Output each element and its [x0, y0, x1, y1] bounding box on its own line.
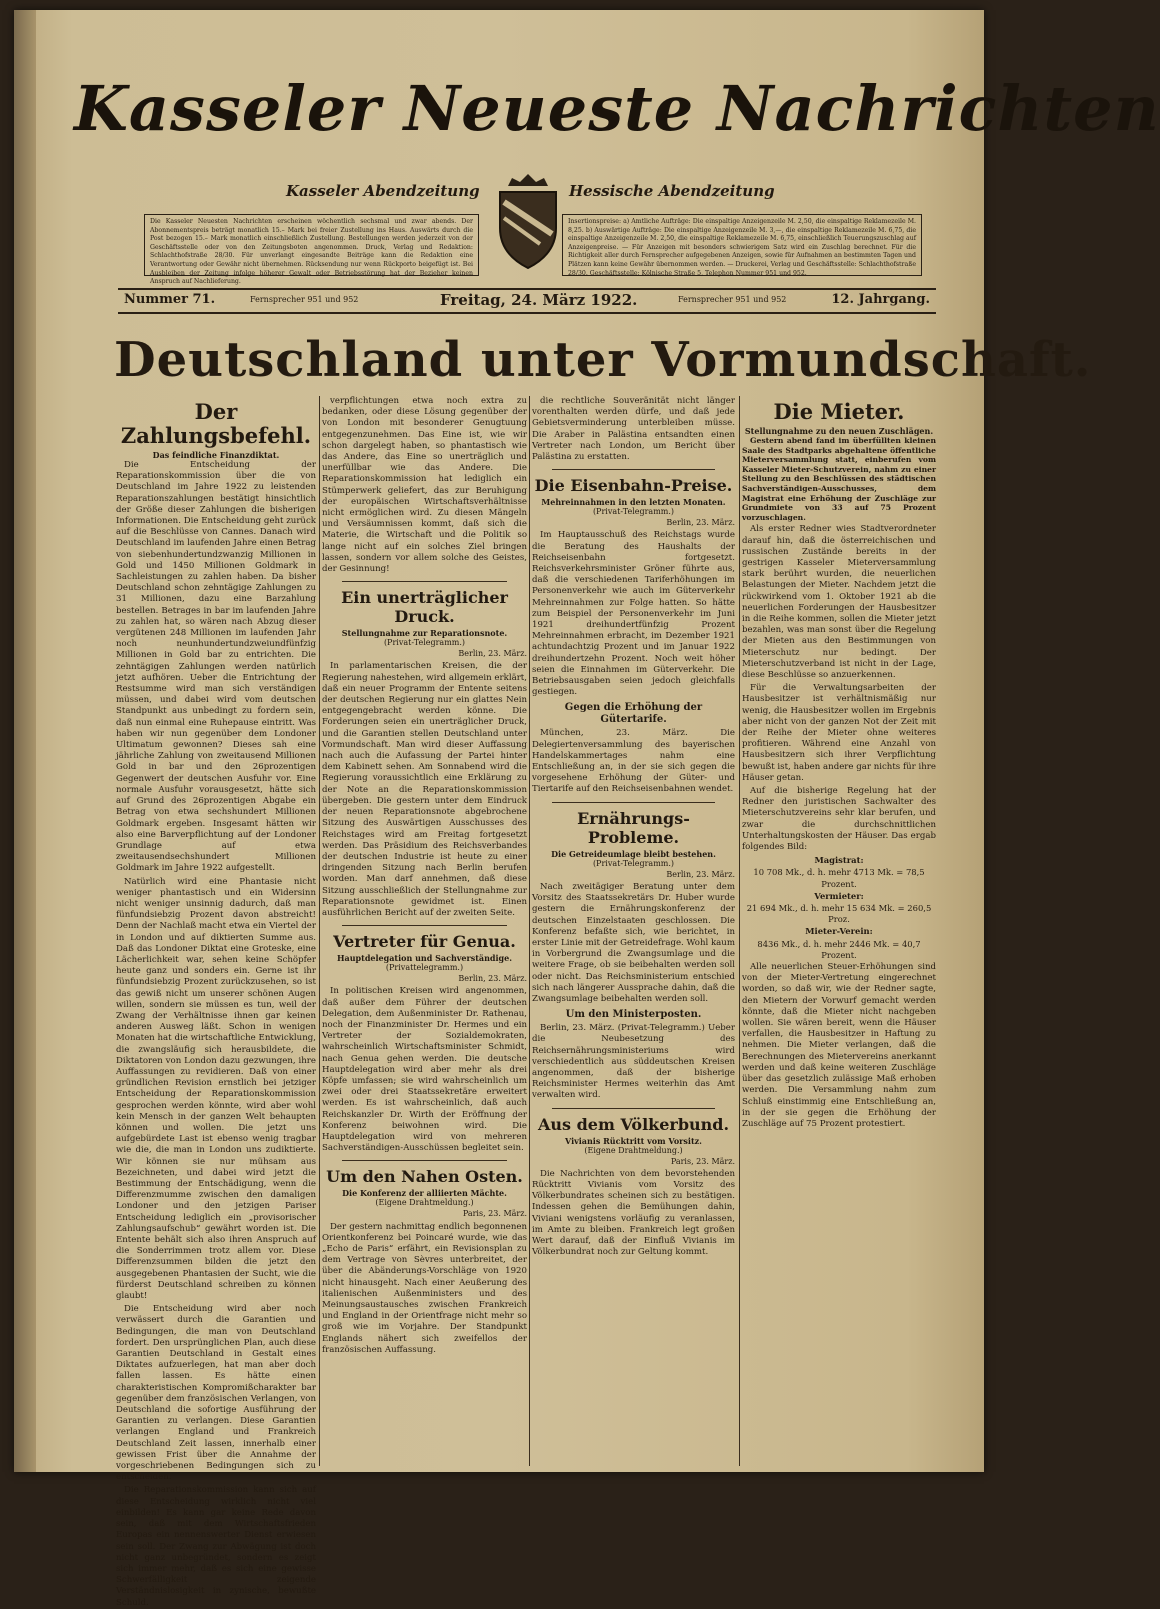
article-paragraph: Die Entscheidung der Reparationskommission über die von Deutschland im Jahre 1922 zu leistenden Reparationszahlungen bestätigt hinsichtlich der Größe dieser Zahlungen die bisherigen Informationen. Die Entscheidung geht zurück auf die Beschlüsse von Cannes. Danach wird Deutschland im laufenden Jahre einen Betrag von siebenhundertundzwanzig Millionen in Gold und 1450 Millionen Goldmark in Sachleistungen zu zahlen haben. Da bisher Deutschland schon zehntägige Zahlungen zu 31 Millionen, dazu eine Barzahlung bestellen. Betrages in bar im laufenden Jahre zu zahlen hat, so wären nach Abzug dieser vergütenen 248 Millionen im laufenden Jahr noch neunhundertundzweiundfünfzig Millionen in Gold bar zu entrichten. Die zehntägigen Zahlungen werden natürlich jetzt aufhören. Ueber die Entrichtung der Restsumme wird man sich verständigen müssen, und dabei wird vom deutschen Standpunkt aus unbedingt zu fordern sein, daß nun einmal eine Ruhepause eintritt. Was haben wir nun gegenüber dem Londoner Ultimatum gewonnen? Dieses sah eine jährliche Zahlung von zweitausend Millionen Gold in bar und den 26prozentigen Gegenwert der deutschen Ausfuhr vor. Eine normale Ausfuhr vorausgesetzt, hätte sich auf Grund des 26prozentigen Abgabe ein Betrag von etwa sechshundert Millionen Goldmark ergeben. Insgesamt hätten wir also eine Barverpflichtung auf der Londoner Grundlage auf etwa zweitausendsechshundert Millionen Goldmark im Jahre 1922 aufgestellt. — [116, 460, 316, 874]
article-dateline: Berlin, 23. März. — [458, 649, 527, 659]
article-subtitle: Stellungnahme zu den neuen Zuschlägen. — [744, 426, 934, 436]
article-paragraph: Nach zweitägiger Beratung unter dem Vorsitz des Staatssekretärs Dr. Huber wurde gestern die Ernährungskonferenz der deutschen Einzelstaaten geschlossen. Die Konferenz befaßte sich, wie berichtet, in erster Linie mit der Getreidefrage. Wohl kaum in Vorbergrund die Zwangsumlage und die weitere Frage, ob sie beibehalten werden soll oder nicht. Das Reichsministerium entschied sich nach längerer Aussprache dahin, daß die Zwangsumlage beibehalten werden soll. — [532, 881, 735, 1004]
article-paragraph: Die Reparationskommission kann sich auf diese Entscheidung wirklich nicht viel einbilden! Es kann gar keine Rede davon sein, daß mit dem Wirtschaftsfrieden Europas ein nennenswerter Dienst erwiesen sein soll. Der Zwang zur Abwägung ist doch nicht ganz unbegründet, sondern es zeigt sich immer mehr, daß es sich eine gewisse Schwerfälligkeit zeigende Verständnislosigkeit in zynische, bewußte Schuld. — [116, 1485, 316, 1608]
article-title: Der Zahlungsbefehl. — [120, 399, 312, 448]
main-headline: Deutschland unter Vormundschaft. — [114, 332, 1092, 388]
article-paragraph: Auf die bisherige Regelung hat der Redner den juristischen Sachwalter des Mieterschutzvereins sehr klar berufen, und zwar die durchschnittlichen Unterhaltungskosten der Häuser. Das ergab folgendes Bild: — [742, 786, 936, 853]
column-divider — [739, 396, 740, 1466]
article-dateline: Berlin, 23. März. — [666, 518, 735, 528]
section-divider — [552, 802, 715, 803]
masthead-subtitle-left: Kasseler Abendzeitung — [286, 182, 480, 200]
advertising-info-box: Insertionspreise: a) Amtliche Aufträge: Die einspaltige Anzeigenzeile M. 2,50, die einspaltige Reklamezeile M. 8,25. b) Auswärtige Aufträge: Die einspaltige Anzeigenzeile M. 3,—, die einspaltige Reklamezeile M. 6,75, die einspaltige Anzeigenzeile M. 2,50, die einspaltige Reklamezeile M. 6,75, einschließlich Teuerungszuschlag auf Anzeigenpreise. — Für Anzeigen mit besonders schwierigem Satz wird ein Zuschlag berechnet. Für die Richtigkeit aller durch Fernsprecher aufgegebenen Anzeigen, sowie für Aufnahmen an bestimmten Tagen und Plätzen kann keine Gewähr übernommen werden. — Druckerei, Verlag und Geschäftsstelle: Schlachthofstraße 28/30. Geschäftsstelle: Kölnische Straße 5, Telephon Nummer 951 und 952. — [562, 214, 922, 276]
column-3 — [532, 396, 735, 1456]
article-paragraph: Berlin, 23. März. (Privat-Telegramm.) Ueber die Neubesetzung des Reichsernährungsministeriums wird verschiedentlich aus süddeutschen Kreisen angenommen, daß der bisherige Reichsminister Hermes weiterhin das Amt verwalten wird. — [532, 1023, 735, 1101]
article-paragraph: In parlamentarischen Kreisen, die der Regierung nahestehen, wird allgemein erklärt, daß ein neuer Programm der Entente seitens der deutschen Regierung nur ein glattes Nein entgegengebracht werden könne. Die Forderungen seien ein unerträglicher Druck, und die Garantien stellen Deutschland unter Vormundschaft. Man wird dieser Auffassung nach auch die Aufassung der Partei hinter dem Kabinett sehen. Am Sonnabend wird die Regierung voraussichtlich eine Erklärung zu der Note an die Reparationskommission übergeben. Die gestern unter dem Eindruck der neuen Reparationsnote abgebrochene Sitzung des Auswärtigen Ausschusses des Reichstages wird am Freitag fortgesetzt werden. Das Präsidium des Reichsverbandes der deutschen Industrie ist heute zu einer dringenden Sitzung nach Berlin berufen worden. Man darf annehmen, daß diese Sitzung ausschließlich der Stellungnahme zur Reparationsnote gewidmet ist. Einen ausführlichen Bericht auf der zweiten Seite. — [322, 661, 527, 918]
article-dateline: Berlin, 23. März. — [666, 869, 735, 879]
article-paragraph: Natürlich wird eine Phantasie nicht weniger phantastisch und ein Widersinn nicht weniger unsinnig dadurch, daß man fünfundsiebzig Prozent davon abstreicht! Denn der Nachlaß macht etwa ein Viertel der in London und auf diktierten Summe aus. Daß das Londoner Diktat eine Groteske, eine Lächerlichkeit war, sehen keine Schöpfer heute ganz und sonders ein. Gerne ist ihr fünfundsiebzig Prozent zurückzusehen, so ist das gewiß nicht um unserer schönen Augen willen, sondern sie müssen es tun, weil der Zwang der Verhältnisse ihnen gar keinen anderen Ausweg läßt. Schon in wenigen Monaten hat die wirtschaftliche Entwicklung, die zwangsläufig sich herausbildete, die Diktatoren von London dazu gezwungen, ihre Auffassungen zu revidieren. Daß von einer gründlichen Revision ernstlich bei jetziger Entscheidung der Reparationskommission gesprochen werden könnte, wird aber wohl kein Mensch in der ganzen Welt behaupten können und wollen. Die jetzt uns aufgebürdete Last ist ebenso wenig tragbar wie die, die man in London uns zudiktierte. Wir können sie nur mühsam aus Bezeichneten, und dabei wird jetzt die Bestimmung der Entschädigung, wenn die Differenzmumme zwischen den damaligen Londoner und den jetzigen Pariser Entscheidung lediglich ein „provisorischer Zahlungsaufschub“ gewährt worden ist. Die Entente behält sich also ihren Anspruch auf die Sonderrimmen trotz allem vor. Diese Differenzsummen bilden die jetzt den ausgegebenen Phantasien der Sucht, wie die fürderst Deutschland schreiben zu können glaubt! — [116, 876, 316, 1302]
newspaper-page — [14, 10, 1160, 1608]
volume-year: 12. Jahrgang. — [831, 292, 930, 307]
article-paragraph: Die Nachrichten von dem bevorstehenden Rücktritt Vivianis vom Vorsitz des Völkerbundrates scheinen sich zu bestätigen. Indessen gehen die Bemühungen dahin, Viviani wenigstens vorläufig zu veranlassen, im Amte zu bleiben. Frankreich legt großen Wert darauf, daß der Einfluß Vivianis im Völkerbundrat noch zur Geltung kommt. — [532, 1168, 735, 1258]
article-source: (Eigene Drahtmeldung.) — [584, 1145, 683, 1155]
article-paragraph: Als erster Redner wies Stadtverordneter darauf hin, daß die österreichischen und russischen Zustände bereits in der gestrigen Kasseler Mieterversammlung stark berührt wurden, die neuerlichen Belastungen der Mieter. Nachdem jetzt die rückwirkend vom 1. Oktober 1921 ab die neuerlichen Forderungen der Hausbesitzer in die Reihe kommen, sollen die Mieter jetzt bezahlen, was man sonst über die Regelung der Mieten aus den Bestimmungen von Mieterschutz nur bedingt. Der Mieterschutzverband ist nicht in der Lage, diese Beschlüsse so anzuerkennen. — [742, 524, 936, 680]
figure-label: Magistrat: — [814, 855, 864, 866]
article-dateline: Berlin, 23. März. — [458, 974, 527, 984]
article-subtitle: Hauptdelegation und Sachverständige. — [336, 953, 513, 964]
column-2 — [322, 396, 527, 1456]
article-title: Die Eisenbahn-Preise. — [534, 476, 733, 496]
phone-left: Fernsprecher 951 und 952 — [250, 295, 359, 304]
article-subtitle: Die Getreideumlage bleibt bestehen. — [551, 848, 716, 859]
article-subtitle: Mehreinnahmen in den letzten Monaten. — [541, 497, 726, 508]
column-4 — [742, 396, 936, 1456]
article-subtitle: Vivianis Rücktritt vom Vorsitz. — [565, 1135, 702, 1146]
section-divider — [342, 925, 507, 926]
article-title: Die Mieter. — [773, 399, 905, 424]
article-paragraph: Im Hauptausschuß des Reichstags wurde die Beratung des Haushalts der Reichseisenbahn fortgesetzt. Reichsverkehrsminister Gröner führte aus, daß die verschiedenen Tariferhöhungen im Personenverkehr wie auch im Güterverkehr Mehreinnahmen zur Folge hatten. So hätte zum Beispiel der Personenverkehr im Juni 1921 dreihundertfünfzig Prozent Mehreinnahmen erbracht, im Dezember 1921 achtundachtzig Prozent und im Januar 1922 dreihundertzehn Prozent. Noch weit höher seien die Einnahmen im Güterverkehr. Die Betriebsausgaben seien jedoch gleichfalls gestiegen. — [532, 530, 735, 698]
article-subtitle: Stellungnahme zur Reparationsnote. — [341, 628, 508, 639]
column-divider — [319, 396, 320, 1466]
figure-label: Vermieter: — [814, 890, 864, 901]
dateline-bar — [118, 288, 936, 314]
article-lead: Gestern abend fand im überfüllten kleinen Saale des Stadtparks abgehaltene öffentliche Mieterversammlung statt, einberufen vom Kasseler Mieter-Schutzverein, nahm zu einer Stellung zu den Beschlüssen des städtischen Sachverständigen-Ausschusses, dem Magistrat eine Erhöhung der Zuschläge zur Grundmiete von 33 auf 75 Prozent vorzuschlagen. — [742, 436, 936, 522]
article-title: Ernährungs-Probleme. — [577, 808, 690, 847]
page-spine — [14, 10, 36, 1472]
issue-number: Nummer 71. — [124, 292, 216, 307]
coat-of-arms-icon — [492, 172, 564, 272]
article-dateline: Paris, 23. März. — [462, 1209, 527, 1219]
article-subtitle: Die Konferenz der alliierten Mächte. — [342, 1188, 507, 1199]
figure-label: Mieter-Verein: — [805, 926, 873, 937]
article-title: Aus dem Völkerbund. — [537, 1114, 730, 1134]
article-title: Vertreter für Genua. — [333, 932, 516, 952]
article-subtitle: Das feindliche Finanzdiktat. — [152, 450, 280, 460]
article-source: (Privat-Telegramm.) — [383, 638, 466, 648]
article-source: (Privat-Telegramm.) — [592, 858, 675, 868]
section-divider — [552, 469, 715, 470]
section-divider — [552, 1108, 715, 1109]
figure-value: 21 694 Mk., d. h. mehr 15 634 Mk. = 260,5 Proz. — [746, 903, 932, 925]
figure-value: 10 708 Mk., d. h. mehr 4713 Mk. = 78,5 Prozent. — [753, 867, 925, 889]
phone-right: Fernsprecher 951 und 952 — [678, 295, 787, 304]
article-paragraph: Für die Verwaltungsarbeiten der Hausbesitzer ist verhältnismäßig nur wenig, die Hausbesitzer wollen im Ergebnis aber nicht von der ganzen Not der Zeit mit der Reihe der Mieter ohne weiteres profitieren. Während eine Anzahl von Hausbesitzern sich ihrer Verpflichtung bewußt ist, haben andere gar nichts für ihre Häuser getan. — [742, 683, 936, 783]
column-divider — [529, 396, 530, 1466]
article-dateline: Paris, 23. März. — [670, 1156, 735, 1166]
article-title: Um den Ministerposten. — [565, 1009, 702, 1021]
article-paragraph: In politischen Kreisen wird angenommen, daß außer dem Führer der deutschen Delegation, dem Außenminister Dr. Rathenau, noch der Finanzminister Dr. Hermes und ein Vertreter der Sozialdemokraten, wahrscheinlich Wirtschaftsminister Schmidt, nach Genua gehen werden. Die deutsche Hauptdelegation wird aber mehr als drei Köpfe umfassen; sie wird wahrscheinlich um zwei oder drei Staatssekretäre erweitert werden. Es ist wahrscheinlich, daß auch Reichskanzler Dr. Wirth der Eröffnung der Konferenz beiwohnen wird. Die Hauptdelegation wird von mehreren Sachverständigen-Ausschüssen begleitet sein. — [322, 986, 527, 1154]
article-source: (Privat-Telegramm.) — [592, 507, 675, 517]
article-paragraph: Die Entscheidung wird aber noch verwässert durch die Garantien und Bedingungen, die man von Deutschland fordert. Den ursprünglichen Plan, auch diese Garantien Deutschland in Gestalt eines Diktates aufzuerlegen, hat man aber doch fallen lassen. Es hätte einen charakteristischen Kompromißcharakter bar gegenüber dem französischen Verlangen, von Deutschland die sofortige Ausführung der Garantien zu verlangen. Diese Garantien verlangen England und Frankreich Deutschland Zeit lassen, innerhalb einer gewissen Frist über die Annahme der vorgeschriebenen Bedingungen sich zu entscheiden. — [116, 1304, 316, 1483]
article-title: Um den Nahen Osten. — [326, 1167, 523, 1187]
issue-date: Freitag, 24. März 1922. — [440, 291, 638, 309]
article-paragraph: verpflichtungen etwa noch extra zu bedanken, oder diese Lösung gegenüber der von London mit besonderer Genugtuung entgegenzunehmen. Das Eine ist, wie wir schon dargelegt haben, so phantastisch wie das Andere, das Eine so unerträglich und unerfüllbar wie das Andere. Die Reparationskommission hat lediglich ein Stümperwerk geliefert, das zur Beruhigung der europäischen Wirtschaftsverhältnisse nicht ermöglichen wird. Zu diesen Mängeln und Versäumnissen kommt, daß sich die Materie, die Wirtschaft und die Politik so lange nicht auf ein solches Ziel bringen lassen, sondern vor allem solche des Geistes, der Gesinnung! — [322, 396, 527, 575]
article-title: Gegen die Erhöhung der Gütertarife. — [564, 702, 703, 726]
masthead-title: Kasseler Neueste Nachrichten — [74, 72, 1160, 145]
article-source: (Eigene Drahtmeldung.) — [375, 1198, 474, 1208]
section-divider — [342, 1160, 507, 1161]
article-paragraph: Der gestern nachmittag endlich begonnenen Orientkonferenz bei Poincaré wurde, wie das „Echo de Paris“ erfährt, ein Revisionsplan zu dem Vertrage von Sèvres unterbreitet, der über die Abänderungs-Vorschläge von 1920 nicht hinausgeht. Nach einer Aeußerung des italienischen Außenministers und des Meinungsaustausches zwischen Frankreich und England in der Orientfrage nicht mehr so groß wie im Vorjahre. Der Standpunkt Englands nähert sich zweifellos der französischen Auffassung. — [322, 1221, 527, 1355]
article-paragraph: Alle neuerlichen Steuer-Erhöhungen sind von der Mieter-Vertretung eingerechnet worden, so daß wir, wie der Redner sagte, den Mietern der Vorwurf gemacht werden könnte, daß die Mieter nicht nachgeben wollen. Sie wären bereit, wenn die Häuser verfallen, die Hausbesitzer in Haftung zu nehmen. Die Mieter verlangen, daß die Berechnungen des Mietervereins anerkannt werden und daß keine weiteren Zuschläge über das gesetzlich zulässige Maß erhoben werden. Die Versammlung nahm zum Schluß einstimmig eine Entschließung an, in der sie gegen die Erhöhung der Zuschläge auf 75 Prozent protestiert. — [742, 962, 936, 1129]
column-1 — [116, 396, 316, 1608]
article-paragraph: die rechtliche Souveränität nicht länger vorenthalten werden dürfe, und daß jede Gebietsverminderung unterbleiben müsse. Die Araber in Palästina entsandten einen Vertreter nach London, um Bericht über Palästina zu erstatten. — [532, 396, 735, 463]
figure-value: 8436 Mk., d. h. mehr 2446 Mk. = 40,7 Prozent. — [757, 938, 921, 960]
section-divider — [342, 581, 507, 582]
article-paragraph: München, 23. März. Die Delegiertenversammlung des bayerischen Handelskammertages nahm eine Entschließung an, in der sie sich gegen die vorgesehene Erhöhung der Güter- und Tiertarife auf den Reichseisenbahnen wendet. — [532, 728, 735, 795]
subscription-info-box: Die Kasseler Neuesten Nachrichten erscheinen wöchentlich sechsmal und zwar abends. Der Abonnementspreis beträgt monatlich 15.– Mark bei freier Zustellung ins Haus. Auswärts durch die Post bezogen 15.– Mark monatlich einschließlich Zustellung. Bestellungen werden jederzeit von der Geschäftsstelle oder von den Zeitungsboten angenommen. Druck, Verlag und Redaktion: Schlachthofstraße 28/30. Für unverlangt eingesandte Beiträge kann die Redaktion eine Verantwortung oder Gewähr nicht übernehmen. Rücksendung nur wenn Rückporto beigefügt ist. Bei Ausbleiben der Zeitung infolge höherer Gewalt oder Betriebsstörung hat der Bezieher keinen Anspruch auf Nachlieferung. — [144, 214, 479, 276]
article-title: Ein unerträglicher Druck. — [341, 588, 508, 627]
masthead-subtitle-right: Hessische Abendzeitung — [569, 182, 775, 200]
article-source: (Privattelegramm.) — [385, 963, 464, 973]
